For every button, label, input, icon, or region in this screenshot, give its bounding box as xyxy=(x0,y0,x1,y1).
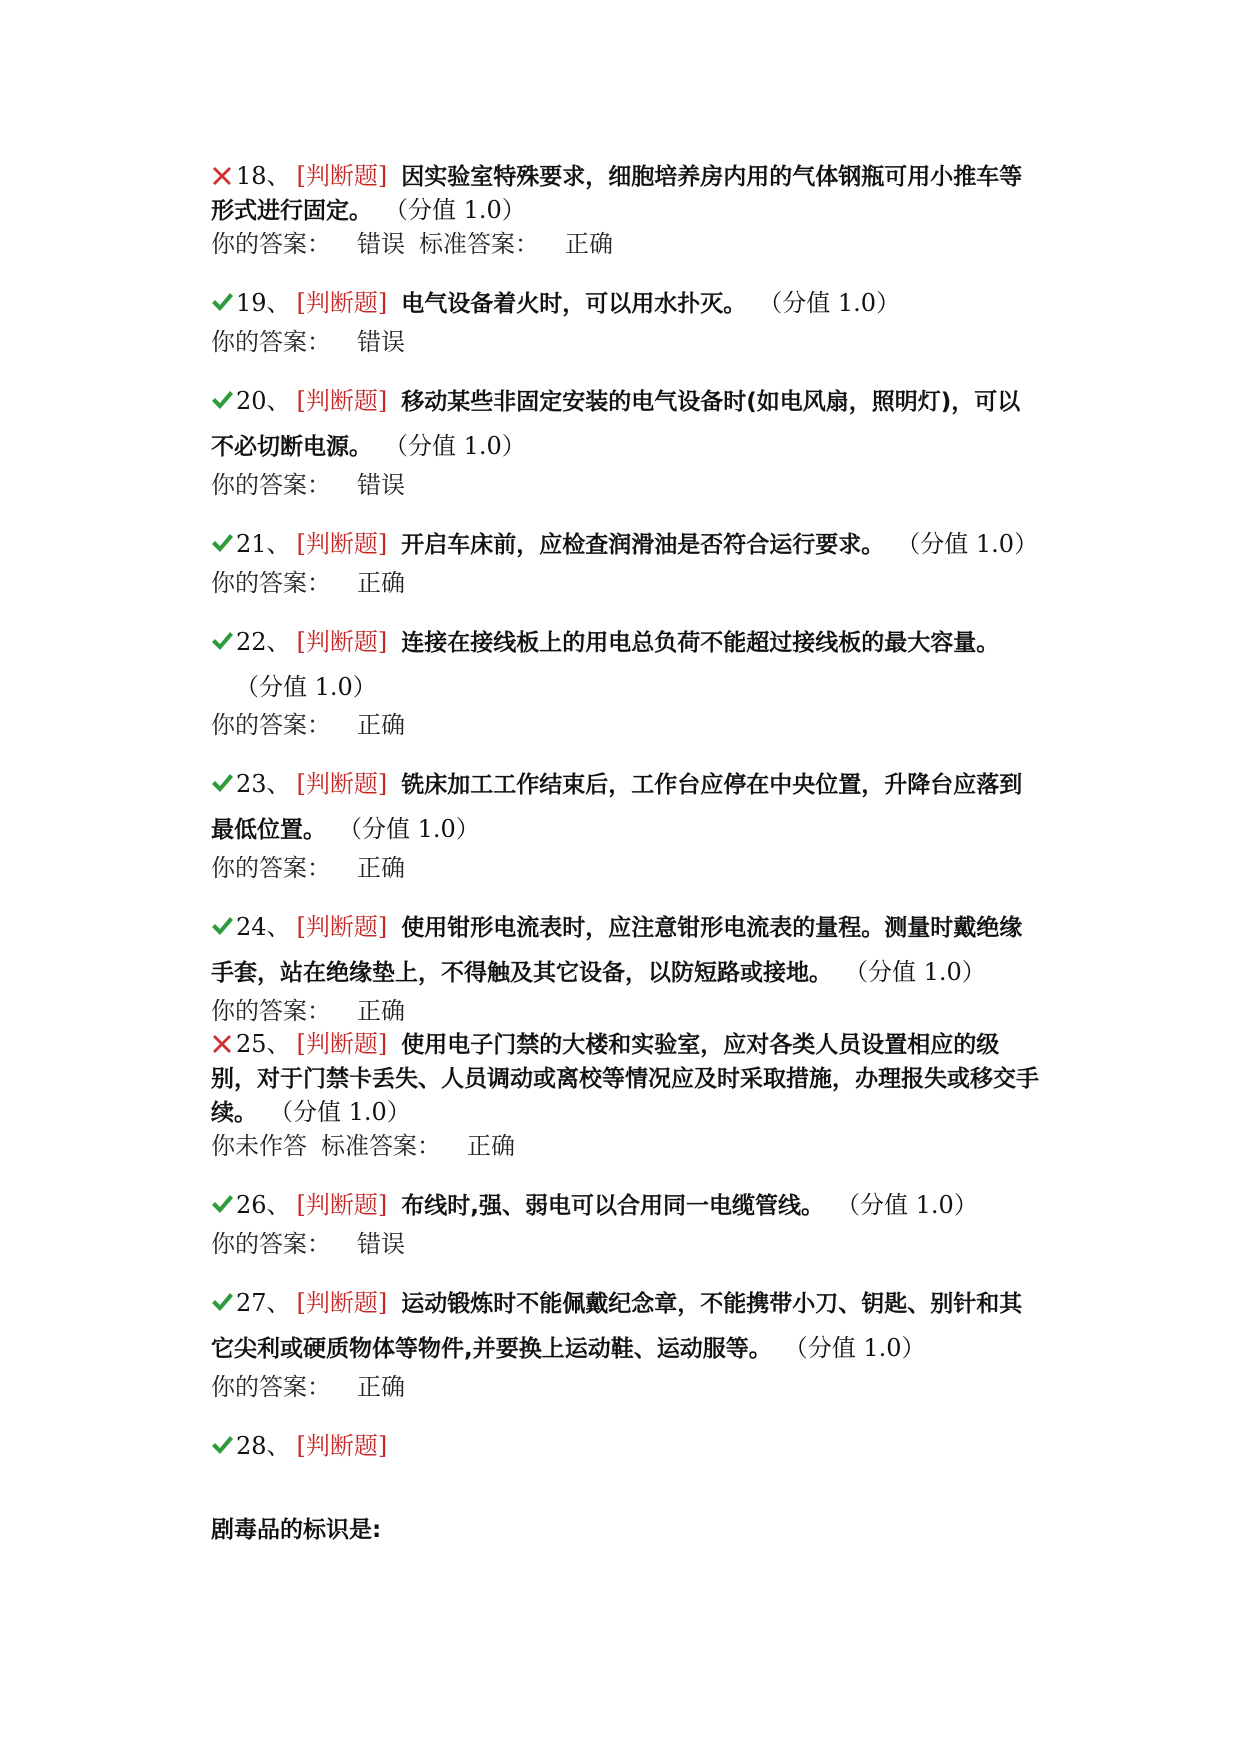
check-icon xyxy=(211,532,233,554)
question-type-tag: [判断题] xyxy=(296,1432,388,1460)
quiz-results-page xyxy=(211,160,1041,1547)
question-18 xyxy=(211,160,1041,261)
question-number: 28、 xyxy=(236,1432,291,1460)
question-score: （分值 1.0） xyxy=(235,673,377,701)
question-score: （分值 1.0） xyxy=(396,432,526,460)
question-text: 移动某些非固定安装的电气设备时(如电风扇，照明灯)，可以不必切断电源。 xyxy=(211,389,1021,460)
question-type-tag: [判断题] xyxy=(296,289,388,317)
answer-value: 错误 xyxy=(357,1230,405,1258)
answer-value: 正确 xyxy=(357,997,405,1025)
question-21 xyxy=(211,522,1041,600)
question-text: 布线时,强、弱电可以合用同一电缆管线。 xyxy=(401,1193,825,1219)
question-score: （分值 1.0） xyxy=(848,1191,978,1219)
question-stem xyxy=(211,1183,1041,1228)
question-text: 使用钳形电流表时，应注意钳形电流表的量程。测量时戴绝缘手套，站在绝缘垫上，不得触及其它设备，以防短路或接地。 xyxy=(211,915,1023,986)
check-icon xyxy=(211,1291,233,1313)
answer-line xyxy=(211,709,1041,742)
standard-answer-value: 正确 xyxy=(565,230,613,258)
question-25 xyxy=(211,1028,1041,1163)
question-text: 铣床加工工作结束后，工作台应停在中央位置，升降台应落到最低位置。 xyxy=(211,772,1023,843)
question-stem xyxy=(211,1424,1041,1468)
answer-label: 你的答案： xyxy=(211,328,331,356)
question-number: 24、 xyxy=(236,913,291,941)
standard-answer-value: 正确 xyxy=(467,1132,515,1160)
question-stem xyxy=(211,160,1041,228)
answer-line xyxy=(211,1228,1041,1261)
question-24 xyxy=(211,905,1041,1028)
question-type-tag: [判断题] xyxy=(296,1191,388,1219)
question-type-tag: [判断题] xyxy=(296,628,388,656)
answer-line xyxy=(211,228,1041,261)
check-icon xyxy=(211,772,233,794)
answer-label: 你未作答 xyxy=(211,1132,307,1160)
answer-line xyxy=(211,1371,1041,1404)
question-stem xyxy=(211,762,1041,852)
answer-label: 你的答案： xyxy=(211,711,331,739)
question-text: 因实验室特殊要求，细胞培养房内用的气体钢瓶可用小推车等形式进行固定。 xyxy=(211,164,1023,224)
question-type-tag: [判断题] xyxy=(296,530,388,558)
answer-label: 你的答案： xyxy=(211,1373,331,1401)
question-type-tag: [判断题] xyxy=(296,770,388,798)
answer-value: 错误 xyxy=(357,471,405,499)
question-type-tag: [判断题] xyxy=(296,162,388,190)
question-score: （分值 1.0） xyxy=(908,530,1039,558)
answer-label: 你的答案： xyxy=(211,569,331,597)
question-score: （分值 1.0） xyxy=(350,815,480,843)
question-stem xyxy=(211,522,1041,567)
answer-label: 你的答案： xyxy=(211,997,331,1025)
question-28-text: 剧毒品的标识是: xyxy=(211,1517,382,1543)
cross-icon xyxy=(211,1032,233,1054)
answer-value: 正确 xyxy=(357,854,405,882)
question-number: 22、 xyxy=(236,628,291,656)
question-19 xyxy=(211,281,1041,359)
question-stem xyxy=(211,1281,1041,1371)
answer-line xyxy=(211,995,1041,1028)
check-icon xyxy=(211,389,233,411)
answer-label: 你的答案： xyxy=(211,471,331,499)
answer-line xyxy=(211,469,1041,502)
question-number: 27、 xyxy=(236,1289,291,1317)
question-text: 使用电子门禁的大楼和实验室，应对各类人员设置相应的级别，对于门禁卡丢失、人员调动或离校等情况应及时采取措施，办理报失或移交手续。 xyxy=(211,1032,1039,1126)
answer-line xyxy=(211,567,1041,600)
standard-answer-label: 标准答案： xyxy=(321,1132,441,1160)
question-text: 运动锻炼时不能佩戴纪念章，不能携带小刀、钥匙、别针和其它尖利或硬质物体等物件,并要换上运动鞋、运动服等。 xyxy=(211,1291,1023,1362)
answer-label: 你的答案： xyxy=(211,1230,331,1258)
check-icon xyxy=(211,1434,233,1456)
answer-value: 正确 xyxy=(357,1373,405,1401)
answer-value: 错误 xyxy=(357,328,405,356)
question-text: 电气设备着火时，可以用水扑灭。 xyxy=(401,291,747,317)
question-text: 开启车床前，应检查润滑油是否符合运行要求。 xyxy=(401,532,885,558)
answer-line xyxy=(211,326,1041,359)
question-type-tag: [判断题] xyxy=(296,913,388,941)
question-20 xyxy=(211,379,1041,502)
answer-value: 正确 xyxy=(357,569,405,597)
question-number: 23、 xyxy=(236,770,291,798)
question-26 xyxy=(211,1183,1041,1261)
question-stem xyxy=(211,281,1041,326)
question-23 xyxy=(211,762,1041,885)
question-number: 25、 xyxy=(236,1030,291,1058)
check-icon xyxy=(211,915,233,937)
answer-value: 错误 xyxy=(357,230,405,258)
cross-icon xyxy=(211,164,233,186)
question-stem xyxy=(211,1028,1041,1130)
answer-label: 你的答案： xyxy=(211,230,331,258)
check-icon xyxy=(211,291,233,313)
question-number: 20、 xyxy=(236,387,291,415)
answer-value: 正确 xyxy=(357,711,405,739)
answer-line xyxy=(211,1130,1041,1163)
question-score: （分值 1.0） xyxy=(770,289,901,317)
question-text: 连接在接线板上的用电总负荷不能超过接线板的最大容量。 xyxy=(401,630,1000,656)
question-type-tag: [判断题] xyxy=(296,1030,388,1058)
question-22 xyxy=(211,620,1041,742)
question-stem xyxy=(211,379,1041,469)
question-number: 21、 xyxy=(236,530,291,558)
question-number: 18、 xyxy=(236,162,291,190)
question-score: （分值 1.0） xyxy=(795,1334,926,1362)
question-type-tag: [判断题] xyxy=(296,1289,388,1317)
question-27 xyxy=(211,1281,1041,1404)
question-28 xyxy=(211,1424,1041,1468)
answer-label: 你的答案： xyxy=(211,854,331,882)
answer-line xyxy=(211,852,1041,885)
question-score: （分值 1.0） xyxy=(281,1098,411,1126)
check-icon xyxy=(211,630,233,652)
question-score: （分值 1.0） xyxy=(856,958,986,986)
question-type-tag: [判断题] xyxy=(296,387,388,415)
question-stem xyxy=(211,905,1041,995)
question-stem xyxy=(211,620,1041,709)
question-number: 19、 xyxy=(236,289,291,317)
question-number: 26、 xyxy=(236,1191,291,1219)
check-icon xyxy=(211,1193,233,1215)
standard-answer-label: 标准答案： xyxy=(419,230,539,258)
question-score: （分值 1.0） xyxy=(396,196,526,224)
